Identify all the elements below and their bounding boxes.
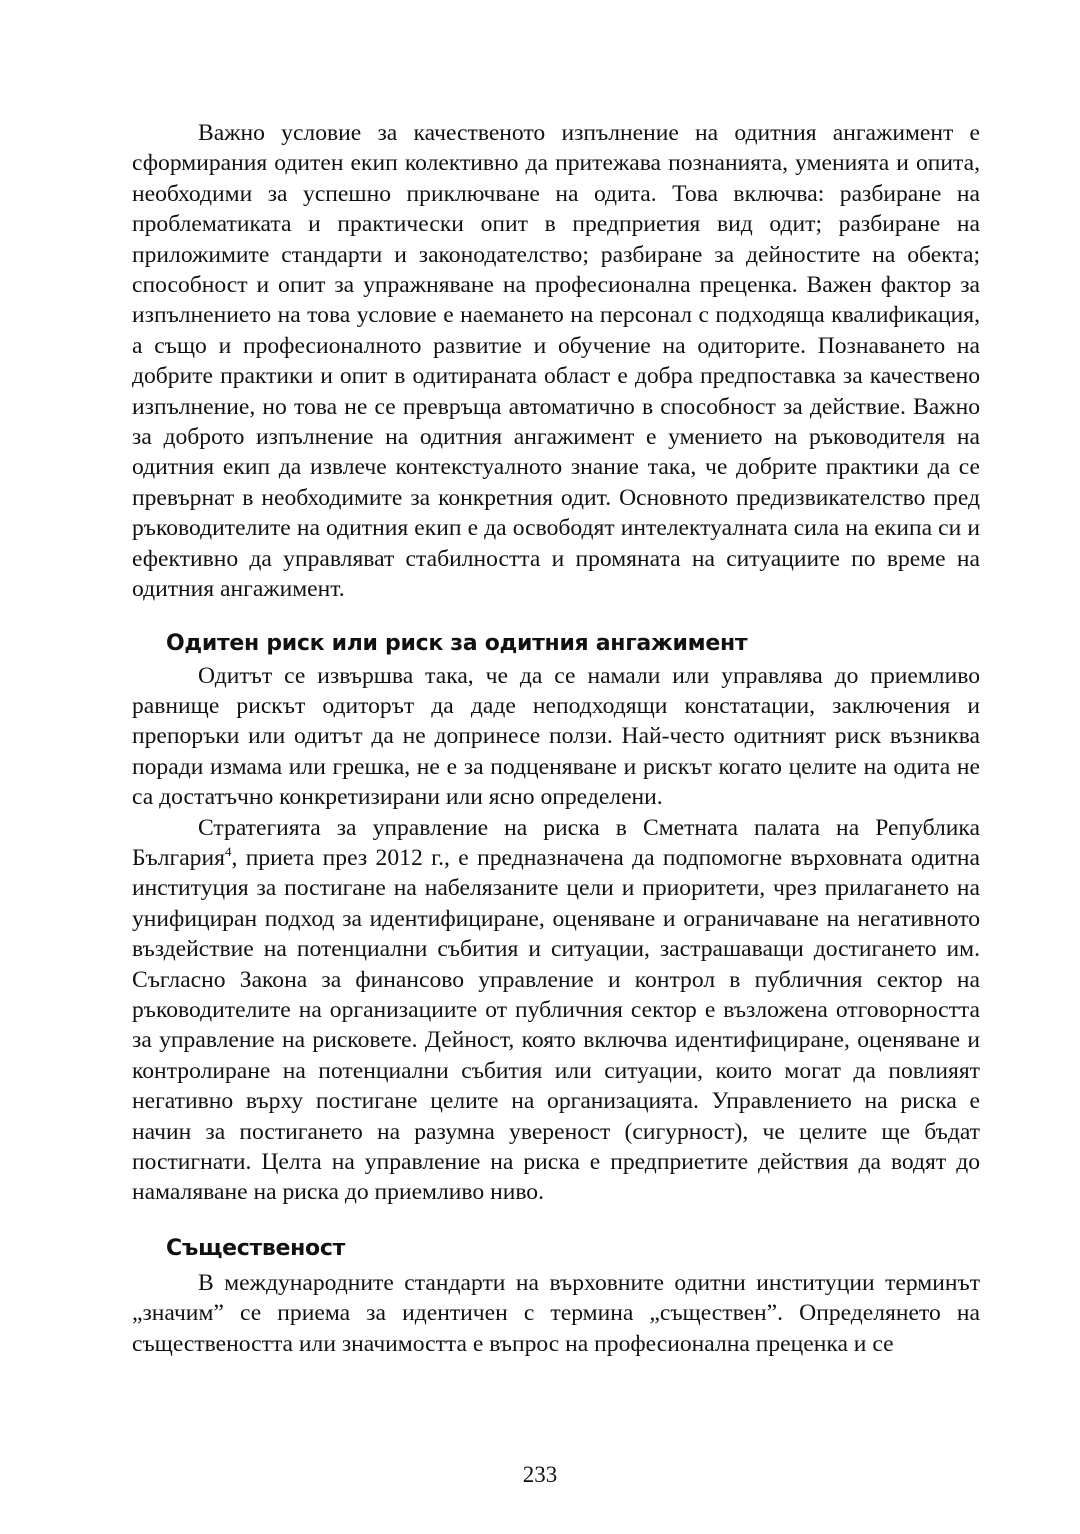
footnote-reference[interactable]: 4 xyxy=(224,843,232,859)
heading-audit-risk: Одитен риск или риск за одитния ангажимент xyxy=(166,630,748,656)
paragraph-audit-risk: Одитът се извършва така, че да се намали или управлява до приемливо равнище рискът одиторът да даде неподходящи констатации, заключения и препоръки или одитът да не допринесе ползи. Най-често одитният риск възниква поради измама или грешка, не е за подценяване и рискът когато целите на одита не са достатъчно конкретизирани или ясно определени. xyxy=(132,662,980,811)
page-number: 233 xyxy=(522,1462,558,1487)
heading-materiality: Същественост xyxy=(166,1235,346,1261)
paragraph-materiality: В международните стандарти на върховните одитни институции терминът „значим” се приема за идентичен с термина „съществен”. Определянето на съществеността или значимостта е въпрос на професионална преценка и се xyxy=(132,1269,980,1357)
paragraph-risk-strategy-start: Стратегията за управление на риска в Сметната палата на Република България xyxy=(132,814,980,871)
paragraph-audit-team: Важно условие за качественото изпълнение на одитния ангажимент е сформирания одитен екип колективно да притежава познанията, уменията и опита, необходими за успешно приключване на одита. Това включва: разбиране на проблематиката и практически опит в предприетия вид одит; разбиране на приложимите стандарти и законодателство; разбиране за дейностите на обекта; способност и опит за упражняване на професионална преценка. Важен фактор за изпълнението на това условие е наемането на персонал с подходяща квалификация, а също и професионалното развитие и обучение на одиторите. Познаването на добрите практики и опит в одитираната област е добра предпоставка за качествено изпълнение, но това не се превръща автоматично в способност за действие. Важно за доброто изпълнение на одитния ангажимент е умението на ръководителя на одитния екип да извлече контекстуалното знание така, че добрите практики да се превърнат в необходимите за конкретния одит. Основното предизвикателство пред ръководителите на одитния екип е да освободят интелектуалната сила на екипа си и ефективно да управляват стабилността и промяната на ситуациите по време на одитния ангажимент. xyxy=(132,120,980,603)
page-body xyxy=(132,118,980,1359)
paragraph-risk-strategy-rest: , приета през 2012 г., е предназначена да подпомогне върховната одитна институция за постигане на набелязаните цели и приоритети, чрез прилагането на унифициран подход за идентифициране, оценяване и ограничаване на негативното въздействие на потенциални събития и ситуации, застрашаващи достигането им. Съгласно Закона за финансово управление и контрол в публичния сектор на ръководителите на организациите от публичния сектор е възложена отговорността за управление на рисковете. Дейност, която включва идентифициране, оценяване и контролиране на потенциални събития или ситуации, които могат да повлияят негативно върху постигане целите на организацията. Управлението на риска е начин за постигането на разумна увереност (сигурност), че целите ще бъдат постигнати. Целта на управление на риска е предприетите действия да водят до намаляване на риска до приемливо ниво. xyxy=(132,844,980,1206)
paragraph-risk-strategy xyxy=(132,813,980,1208)
